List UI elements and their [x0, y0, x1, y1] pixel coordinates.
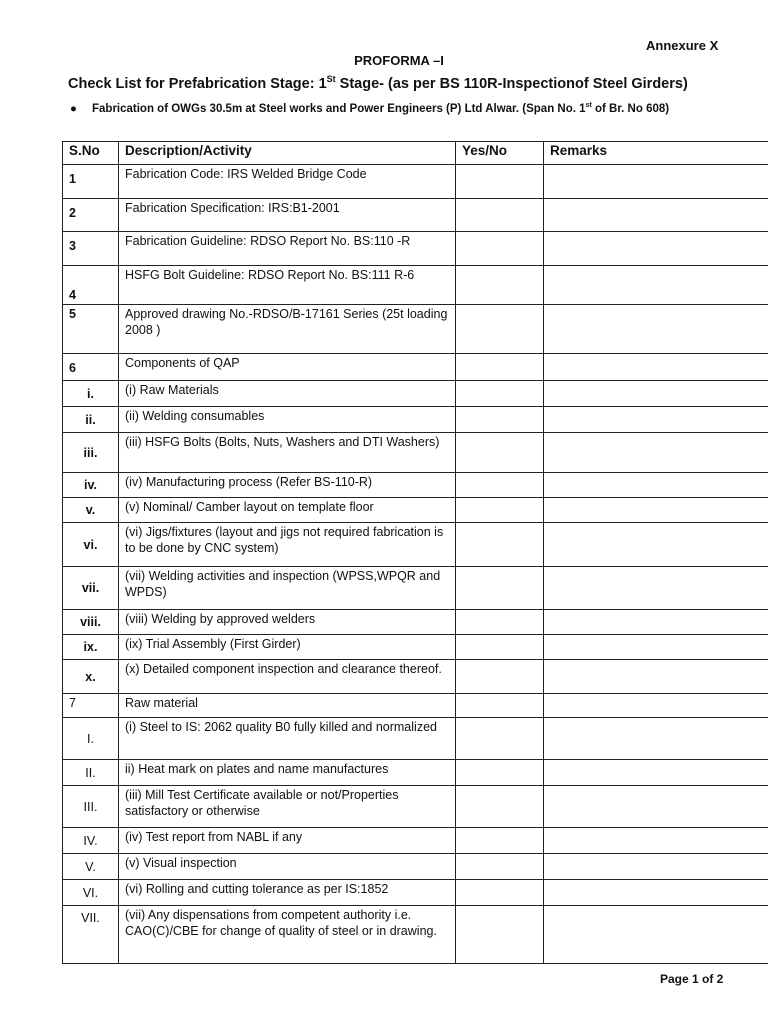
table-row [63, 473, 768, 498]
table-row [63, 354, 768, 381]
row-remarks-cell[interactable] [544, 906, 768, 964]
row-sno: vii. [63, 567, 119, 610]
row-yes-no-cell[interactable] [456, 567, 544, 610]
row-yes-no-cell[interactable] [456, 354, 544, 381]
table-row [63, 660, 768, 694]
table-row [63, 407, 768, 433]
row-remarks-cell[interactable] [544, 232, 768, 266]
row-sno: VI. [63, 880, 119, 906]
row-sno: x. [63, 660, 119, 694]
row-yes-no-cell[interactable] [456, 854, 544, 880]
row-description: (i) Raw Materials [119, 381, 456, 407]
row-yes-no-cell[interactable] [456, 906, 544, 964]
row-description: (v) Nominal/ Camber layout on template floor [119, 498, 456, 523]
row-remarks-cell[interactable] [544, 880, 768, 906]
row-description: (vii) Any dispensations from competent authority i.e. CAO(C)/CBE for change of quality of steel or in drawing. [119, 906, 456, 964]
row-sno: i. [63, 381, 119, 407]
row-sno: vi. [63, 523, 119, 567]
title-superscript: St [326, 74, 336, 84]
row-sno: V. [63, 854, 119, 880]
row-yes-no-cell[interactable] [456, 498, 544, 523]
row-description: Raw material [119, 694, 456, 718]
table-row [63, 498, 768, 523]
row-description: (iv) Test report from NABL if any [119, 828, 456, 854]
row-remarks-cell[interactable] [544, 567, 768, 610]
row-description: (x) Detailed component inspection and clearance thereof. [119, 660, 456, 694]
row-remarks-cell[interactable] [544, 498, 768, 523]
title-text-rest: Stage- (as per BS 110R-Inspectionof Steel Girders) [335, 75, 688, 92]
row-sno: ii. [63, 407, 119, 433]
bullet-text: Fabrication of OWGs 30.5m at Steel works and Power Engineers (P) Ltd Alwar. (Span No. 1 [92, 102, 586, 115]
row-description: (iii) HSFG Bolts (Bolts, Nuts, Washers and DTI Washers) [119, 433, 456, 473]
row-sno: II. [63, 760, 119, 786]
row-sno: 1 [63, 165, 119, 199]
table-row [63, 266, 768, 305]
row-remarks-cell[interactable] [544, 523, 768, 567]
table-row [63, 567, 768, 610]
row-description: (vi) Rolling and cutting tolerance as per IS:1852 [119, 880, 456, 906]
row-remarks-cell[interactable] [544, 786, 768, 828]
row-sno: 6 [63, 354, 119, 381]
row-remarks-cell[interactable] [544, 760, 768, 786]
row-description: (v) Visual inspection [119, 854, 456, 880]
row-yes-no-cell[interactable] [456, 232, 544, 266]
row-remarks-cell[interactable] [544, 305, 768, 354]
fabrication-bullet [70, 102, 669, 115]
row-yes-no-cell[interactable] [456, 433, 544, 473]
table-row [63, 635, 768, 660]
row-description: (ix) Trial Assembly (First Girder) [119, 635, 456, 660]
row-remarks-cell[interactable] [544, 407, 768, 433]
row-remarks-cell[interactable] [544, 473, 768, 498]
table-row [63, 760, 768, 786]
row-description: Fabrication Guideline: RDSO Report No. BS:110 -R [119, 232, 456, 266]
header-remarks: Remarks [544, 142, 768, 165]
table-row [63, 232, 768, 266]
row-remarks-cell[interactable] [544, 266, 768, 305]
table-row [63, 828, 768, 854]
row-description: Approved drawing No.-RDSO/B-17161 Series (25t loading 2008 ) [119, 305, 456, 354]
table-header-row [63, 142, 768, 165]
checklist-table [62, 141, 768, 964]
row-yes-no-cell[interactable] [456, 660, 544, 694]
row-description: (vi) Jigs/fixtures (layout and jigs not required fabrication is to be done by CNC system) [119, 523, 456, 567]
row-sno: 5 [63, 305, 119, 354]
table-row [63, 610, 768, 635]
table-row [63, 694, 768, 718]
row-description: (iv) Manufacturing process (Refer BS-110-R) [119, 473, 456, 498]
table-row [63, 906, 768, 964]
row-sno: 2 [63, 199, 119, 232]
page-number: Page 1 of 2 [660, 972, 724, 986]
row-remarks-cell[interactable] [544, 828, 768, 854]
row-yes-no-cell[interactable] [456, 165, 544, 199]
proforma-heading: PROFORMA –I [354, 53, 444, 68]
header-description: Description/Activity [119, 142, 456, 165]
row-description: (viii) Welding by approved welders [119, 610, 456, 635]
row-yes-no-cell[interactable] [456, 305, 544, 354]
row-yes-no-cell[interactable] [456, 610, 544, 635]
row-description: Fabrication Specification: IRS:B1-2001 [119, 199, 456, 232]
row-sno: 7 [63, 694, 119, 718]
table-row [63, 880, 768, 906]
row-sno: IV. [63, 828, 119, 854]
row-description: (ii) Welding consumables [119, 407, 456, 433]
row-description: (i) Steel to IS: 2062 quality B0 fully killed and normalized [119, 718, 456, 760]
row-sno: ix. [63, 635, 119, 660]
row-remarks-cell[interactable] [544, 610, 768, 635]
table-row [63, 523, 768, 567]
checklist-title [68, 74, 688, 92]
row-remarks-cell[interactable] [544, 694, 768, 718]
row-sno: iv. [63, 473, 119, 498]
row-yes-no-cell[interactable] [456, 694, 544, 718]
row-sno: VII. [63, 906, 119, 964]
title-text: Check List for Prefabrication Stage: 1 [68, 75, 327, 92]
bullet-text-rest: of Br. No 608) [591, 102, 670, 115]
row-yes-no-cell[interactable] [456, 760, 544, 786]
table-row [63, 199, 768, 232]
row-yes-no-cell[interactable] [456, 718, 544, 760]
row-remarks-cell[interactable] [544, 381, 768, 407]
row-yes-no-cell[interactable] [456, 828, 544, 854]
row-description: HSFG Bolt Guideline: RDSO Report No. BS:111 R-6 [119, 266, 456, 305]
row-remarks-cell[interactable] [544, 354, 768, 381]
row-yes-no-cell[interactable] [456, 199, 544, 232]
row-description: (iii) Mill Test Certificate available or not/Properties satisfactory or otherwise [119, 786, 456, 828]
table-row [63, 786, 768, 828]
row-sno: III. [63, 786, 119, 828]
row-description: Fabrication Code: IRS Welded Bridge Code [119, 165, 456, 199]
row-yes-no-cell[interactable] [456, 381, 544, 407]
row-yes-no-cell[interactable] [456, 635, 544, 660]
row-description: Components of QAP [119, 354, 456, 381]
header-sno: S.No [63, 142, 119, 165]
table-row [63, 165, 768, 199]
row-sno: 3 [63, 232, 119, 266]
row-yes-no-cell[interactable] [456, 407, 544, 433]
row-remarks-cell[interactable] [544, 165, 768, 199]
table-row [63, 305, 768, 354]
row-yes-no-cell[interactable] [456, 880, 544, 906]
header-yes-no: Yes/No [456, 142, 544, 165]
row-sno: I. [63, 718, 119, 760]
table-row [63, 381, 768, 407]
bullet-icon: ● [70, 102, 77, 115]
row-remarks-cell[interactable] [544, 854, 768, 880]
row-sno: 4 [63, 266, 119, 305]
row-remarks-cell[interactable] [544, 635, 768, 660]
row-remarks-cell[interactable] [544, 199, 768, 232]
table-row [63, 433, 768, 473]
row-sno: iii. [63, 433, 119, 473]
row-yes-no-cell[interactable] [456, 266, 544, 305]
row-description: (vii) Welding activities and inspection (WPSS,WPQR and WPDS) [119, 567, 456, 610]
row-yes-no-cell[interactable] [456, 473, 544, 498]
annexure-label: Annexure X [646, 38, 719, 53]
row-sno: viii. [63, 610, 119, 635]
row-remarks-cell[interactable] [544, 660, 768, 694]
table-row [63, 854, 768, 880]
bullet-superscript: st [585, 102, 592, 109]
row-sno: v. [63, 498, 119, 523]
row-description: ii) Heat mark on plates and name manufactures [119, 760, 456, 786]
row-remarks-cell[interactable] [544, 433, 768, 473]
row-remarks-cell[interactable] [544, 718, 768, 760]
row-yes-no-cell[interactable] [456, 786, 544, 828]
table-row [63, 718, 768, 760]
row-yes-no-cell[interactable] [456, 523, 544, 567]
